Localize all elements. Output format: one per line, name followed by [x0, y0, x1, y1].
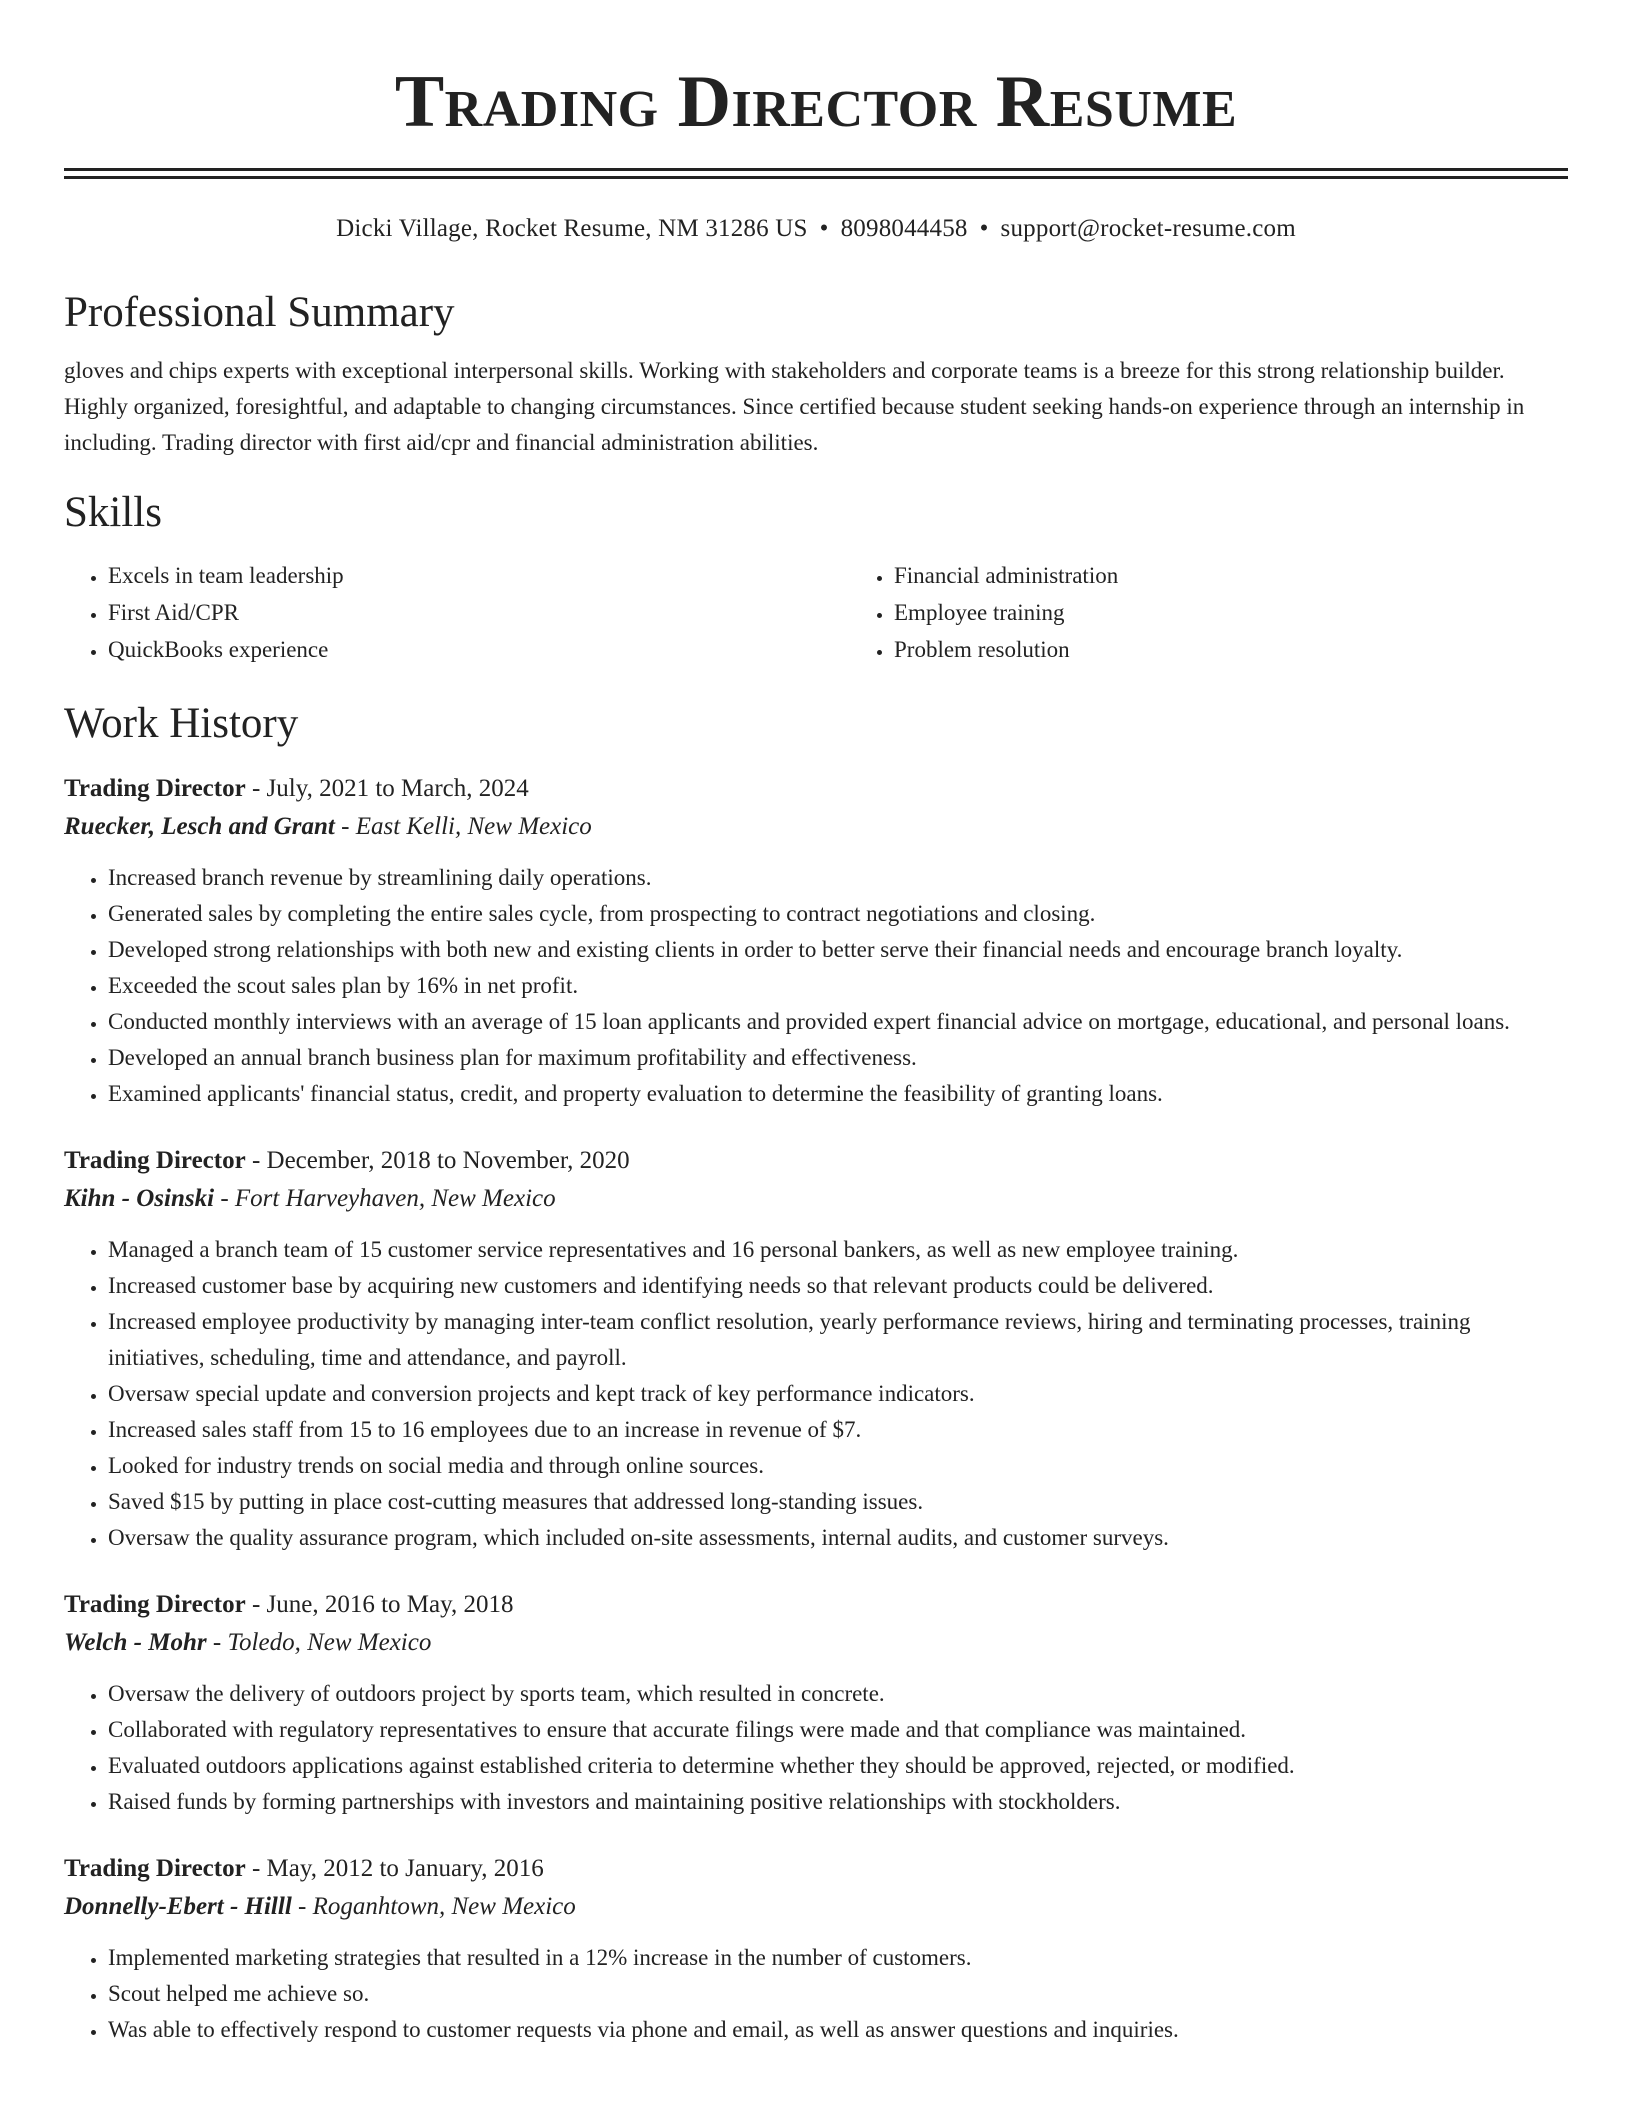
contact-address: Dicki Village, Rocket Resume, NM 31286 US — [336, 215, 808, 242]
job-bullet: • Developed strong relationships with both new and existing clients in order to better serve their financial needs and encourage branch loyalty. — [108, 932, 1568, 968]
resume-page — [64, 0, 1568, 2048]
job-bullet: • Raised funds by forming partnerships with investors and maintaining positive relationships with stockholders. — [108, 1784, 1568, 1820]
job-location: Roganhtown, New Mexico — [312, 1893, 576, 1920]
skill-item: • First Aid/CPR — [108, 594, 850, 631]
contact-phone: 8098044458 — [840, 215, 968, 242]
job-bullet: • Examined applicants' financial status, credit, and property evaluation to determine the feasibility of granting loans. — [108, 1076, 1568, 1112]
contact-email: support@rocket-resume.com — [1000, 215, 1296, 242]
page-title: Trading Director Resume — [394, 61, 1238, 143]
job-bullet: • Oversaw the delivery of outdoors project by sports team, which resulted in concrete. — [108, 1676, 1568, 1712]
job-dates: July, 2021 to March, 2024 — [266, 775, 529, 802]
job-location: Toledo, New Mexico — [227, 1629, 432, 1656]
job-employer: Welch - Mohr - Toledo, New Mexico — [64, 1629, 432, 1656]
skills-list — [64, 557, 1568, 668]
job-bullets — [64, 860, 1568, 1112]
contact-separator: • — [819, 215, 829, 242]
job-bullet: • Was able to effectively respond to customer requests via phone and email, as well as answer questions and inquiries. — [108, 2012, 1568, 2048]
job-employer: Kihn - Osinski - Fort Harveyhaven, New Mexico — [64, 1185, 556, 1212]
job-location: Fort Harveyhaven, New Mexico — [234, 1185, 556, 1212]
summary-text: gloves and chips experts with exceptional interpersonal skills. Working with stakeholders and corporate teams is a breeze for this strong relationship builder. Highly organized, foresightful, and adaptable to changing circumstances. Since certified because student seeking hands-on experience through an internship in including. Trading director with first aid/cpr and financial administration abilities. — [64, 358, 1525, 455]
contact-separator: • — [979, 215, 989, 242]
job-company: Donnelly-Ebert - Hilll — [64, 1893, 292, 1920]
job-bullets — [64, 1940, 1568, 2048]
job-dates: December, 2018 to November, 2020 — [266, 1147, 630, 1174]
skill-item: • QuickBooks experience — [108, 631, 850, 668]
job-bullet: • Evaluated outdoors applications against established criteria to determine whether they should be approved, rejected, or modified. — [108, 1748, 1568, 1784]
job-company: Kihn - Osinski — [64, 1185, 215, 1212]
job-role: Trading Director — [64, 775, 246, 802]
skills-column-right — [850, 557, 1568, 668]
work-history-heading: Work History — [64, 700, 299, 747]
job-bullets — [64, 1676, 1568, 1820]
job-company: Welch - Mohr — [64, 1629, 207, 1656]
job-bullet: • Exceeded the scout sales plan by 16% in net profit. — [108, 968, 1568, 1004]
job-bullet: • Increased customer base by acquiring new customers and identifying needs so that relevant products could be delivered. — [108, 1268, 1568, 1304]
job-dates: June, 2016 to May, 2018 — [266, 1591, 514, 1618]
job-bullet: • Conducted monthly interviews with an average of 15 loan applicants and provided expert financial advice on mortgage, educational, and personal loans. — [108, 1004, 1568, 1040]
job-bullet: • Increased branch revenue by streamlining daily operations. — [108, 860, 1568, 896]
contact-line — [64, 211, 1568, 247]
skills-heading: Skills — [64, 489, 162, 536]
job-header: Trading Director - June, 2016 to May, 2018 — [64, 1591, 514, 1618]
job-role: Trading Director — [64, 1855, 246, 1882]
job-bullet: • Implemented marketing strategies that resulted in a 12% increase in the number of customers. — [108, 1940, 1568, 1976]
job-entry — [64, 770, 1568, 1112]
job-bullet: • Collaborated with regulatory representatives to ensure that accurate filings were made and that compliance was maintained. — [108, 1712, 1568, 1748]
skills-column-left — [64, 557, 850, 668]
skill-item: • Problem resolution — [894, 631, 1568, 668]
job-role: Trading Director — [64, 1147, 246, 1174]
job-header: Trading Director - May, 2012 to January, 2016 — [64, 1855, 544, 1882]
job-entry — [64, 1142, 1568, 1556]
title-divider — [64, 168, 1568, 179]
job-bullet: • Increased employee productivity by managing inter-team conflict resolution, yearly performance reviews, hiring and terminating processes, training initiatives, scheduling, time and attendance, and payroll. — [108, 1304, 1568, 1376]
job-header: Trading Director - December, 2018 to November, 2020 — [64, 1147, 630, 1174]
job-bullet: • Scout helped me achieve so. — [108, 1976, 1568, 2012]
job-employer: Donnelly-Ebert - Hilll - Roganhtown, New Mexico — [64, 1893, 576, 1920]
job-bullet: • Generated sales by completing the entire sales cycle, from prospecting to contract negotiations and closing. — [108, 896, 1568, 932]
job-entry — [64, 1586, 1568, 1820]
job-header: Trading Director - July, 2021 to March, 2024 — [64, 775, 529, 802]
job-dates: May, 2012 to January, 2016 — [266, 1855, 544, 1882]
job-role: Trading Director — [64, 1591, 246, 1618]
skill-item: • Financial administration — [894, 557, 1568, 594]
job-employer: Ruecker, Lesch and Grant - East Kelli, New Mexico — [64, 813, 592, 840]
job-bullet: • Saved $15 by putting in place cost-cutting measures that addressed long-standing issues. — [108, 1484, 1568, 1520]
job-company: Ruecker, Lesch and Grant — [64, 813, 335, 840]
job-bullet: • Developed an annual branch business plan for maximum profitability and effectiveness. — [108, 1040, 1568, 1076]
job-bullet: • Managed a branch team of 15 customer service representatives and 16 personal bankers, as well as new employee training. — [108, 1232, 1568, 1268]
job-bullet: • Looked for industry trends on social media and through online sources. — [108, 1448, 1568, 1484]
job-bullets — [64, 1232, 1568, 1556]
job-bullet: • Oversaw the quality assurance program, which included on-site assessments, internal audits, and customer surveys. — [108, 1520, 1568, 1556]
job-entry — [64, 1850, 1568, 2048]
skill-item: • Employee training — [894, 594, 1568, 631]
job-bullet: • Oversaw special update and conversion projects and kept track of key performance indicators. — [108, 1376, 1568, 1412]
job-bullet: • Increased sales staff from 15 to 16 employees due to an increase in revenue of $7. — [108, 1412, 1568, 1448]
skill-item: • Excels in team leadership — [108, 557, 850, 594]
summary-heading: Professional Summary — [64, 289, 455, 336]
job-location: East Kelli, New Mexico — [355, 813, 592, 840]
